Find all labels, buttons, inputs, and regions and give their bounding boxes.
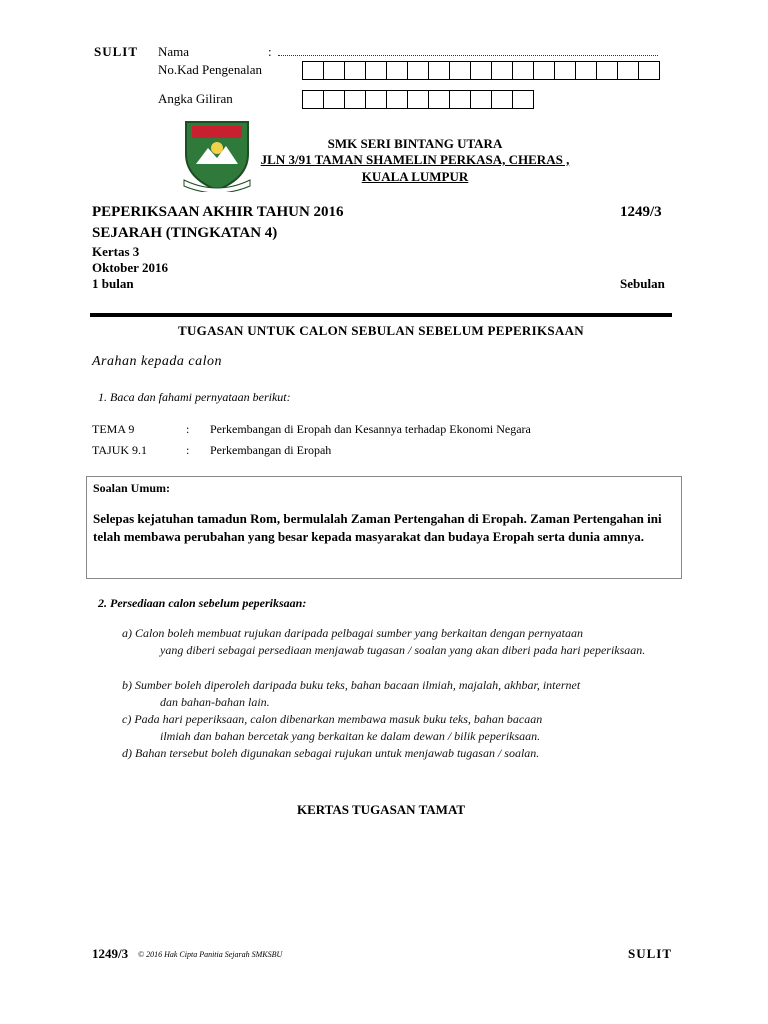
exam-month: Oktober 2016 [92, 260, 168, 275]
school-address-line2: KUALA LUMPUR [361, 169, 469, 184]
preparation-item-d [122, 745, 674, 762]
exam-title: PEPERIKSAAN AKHIR TAHUN 2016 [92, 204, 344, 220]
school-address-line1: JLN 3/91 TAMAN SHAMELIN PERKASA, CHERAS , [260, 152, 570, 167]
instruction-1: 1. Baca dan fahami pernyataan berikut: [98, 390, 291, 404]
tajuk-label: TAJUK 9.1 [92, 443, 148, 457]
tema-label: TEMA 9 [92, 422, 135, 436]
instructions-heading: Arahan kepada calon [92, 354, 223, 369]
question-box-title: Soalan Umum: [93, 481, 171, 495]
angka-giliran-boxes[interactable] [302, 90, 533, 109]
footer-paper-code: 1249/3 [92, 946, 129, 961]
preparation-item-c [122, 711, 674, 745]
end-of-task: KERTAS TUGASAN TAMAT [296, 802, 466, 817]
preparation-heading: 2. Persediaan calon sebelum peperiksaan: [98, 596, 307, 610]
sulit-label-bottom: SULIT [628, 946, 673, 961]
ic-number-boxes[interactable] [302, 61, 659, 80]
item-a-first-line: a) Calon boleh membuat rujukan daripada pelbagai sumber yang berkaitan dengan pernyataan [122, 626, 583, 640]
tema-value: Perkembangan di Eropah dan Kesannya terhadap Ekonomi Negara [210, 422, 531, 436]
angka-giliran-label: Angka Giliran [158, 91, 233, 106]
preparation-item-b [122, 677, 674, 711]
tema-separator: : [186, 422, 190, 436]
paper-number: Kertas 3 [92, 244, 140, 259]
paper-code: 1249/3 [620, 204, 662, 220]
nama-colon: : [268, 44, 272, 59]
header-divider [90, 313, 672, 317]
subject-title: SEJARAH (TINGKATAN 4) [92, 225, 278, 241]
school-name: SMK SERI BINTANG UTARA [327, 136, 503, 151]
question-text: Selepas kejatuhan tamadun Rom, bermulalah Zaman Pertengahan di Eropah. Zaman Pertengahan ini telah membawa perubahan yang besar kepada masyarakat dan budaya Eropah serta dunia amnya. [93, 511, 662, 544]
item-b-continuation: dan bahan-bahan lain. [160, 695, 270, 709]
preparation-item-a [122, 625, 674, 659]
item-c-continuation: ilmiah dan bahan bercetak yang berkaitan ke dalam dewan / bilik peperiksaan. [160, 729, 541, 743]
ic-number-label: No.Kad Pengenalan [158, 62, 262, 77]
duration: 1 bulan [92, 276, 134, 291]
nama-label: Nama [158, 44, 190, 59]
tajuk-separator: : [186, 443, 190, 457]
item-d-first-line: d) Bahan tersebut boleh digunakan sebagai rujukan untuk menjawab tugasan / soalan. [122, 746, 540, 760]
tajuk-value: Perkembangan di Eropah [210, 443, 332, 457]
item-c-first-line: c) Pada hari peperiksaan, calon dibenarkan membawa masuk buku teks, bahan bacaan [122, 712, 543, 726]
item-a-continuation: yang diberi sebagai persediaan menjawab tugasan / soalan yang akan diberi pada hari peperiksaan. [160, 643, 646, 657]
item-b-first-line: b) Sumber boleh diperoleh daripada buku teks, bahan bacaan ilmiah, majalah, akhbar, internet [122, 678, 581, 692]
task-title: TUGASAN UNTUK CALON SEBULAN SEBELUM PEPERIKSAAN [178, 323, 584, 338]
nama-field-line[interactable] [278, 51, 658, 56]
school-crest-logo [182, 118, 252, 192]
footer-copyright: © 2016 Hak Cipta Panitia Sejarah SMKSBU [138, 950, 283, 959]
sulit-label-top: SULIT [94, 44, 139, 59]
duration-word: Sebulan [620, 276, 665, 291]
